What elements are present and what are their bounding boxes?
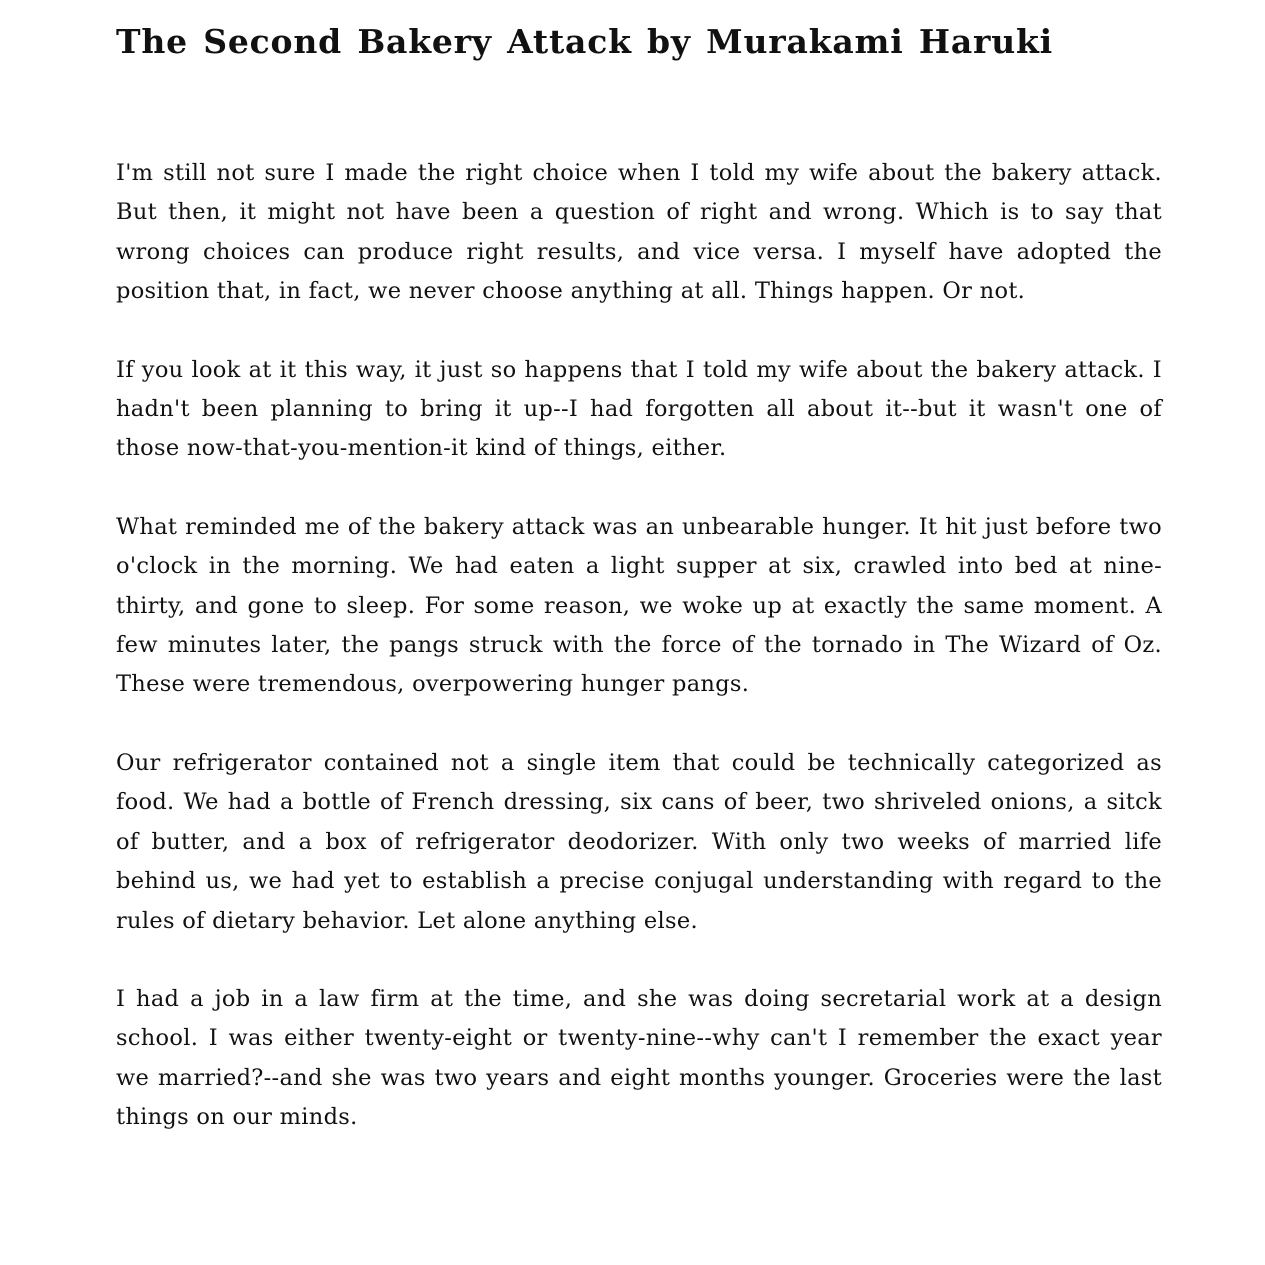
paragraph-5: I had a job in a law firm at the time, and she was doing secretarial work at a design school. I was either twenty-eight or twenty-nine--why can't I remember the exact year we married?--and she was two years and eight months younger. Groceries were the last things on our minds. (116, 985, 1162, 1131)
paragraph-2: If you look at it this way, it just so happens that I told my wife about the bakery attack. I hadn't been planning to bring it up--I had forgotten all about it--but it wasn't one of those now-that-you-mention-it kind of things, either. (116, 356, 1162, 462)
document-body (116, 154, 1162, 1138)
paragraph-3: What reminded me of the bakery attack was an unbearable hunger. It hit just before two o'clock in the morning. We had eaten a light supper at six, crawled into bed at nine-thirty, and gone to sleep. For some reason, we woke up at exactly the same moment. A few minutes later, the pangs struck with the force of the tornado in The Wizard of Oz. These were tremendous, overpowering hunger pangs. (116, 513, 1162, 698)
document-title: The Second Bakery Attack by Murakami Haruki (116, 22, 1054, 61)
paragraph-1: I'm still not sure I made the right choice when I told my wife about the bakery attack. But then, it might not have been a question of right and wrong. Which is to say that wrong choices can produce right results, and vice versa. I myself have adopted the position that, in fact, we never choose anything at all. Things happen. Or not. (116, 160, 1162, 305)
document-page (116, 18, 1162, 1177)
paragraph-4: Our refrigerator contained not a single item that could be technically categorized as food. We had a bottle of French dressing, six cans of beer, two shriveled onions, a sitck of butter, and a box of refrigerator deodorizer. With only two weeks of married life behind us, we had yet to establish a precise conjugal understanding with regard to the rules of dietary behavior. Let alone anything else. (116, 749, 1162, 934)
